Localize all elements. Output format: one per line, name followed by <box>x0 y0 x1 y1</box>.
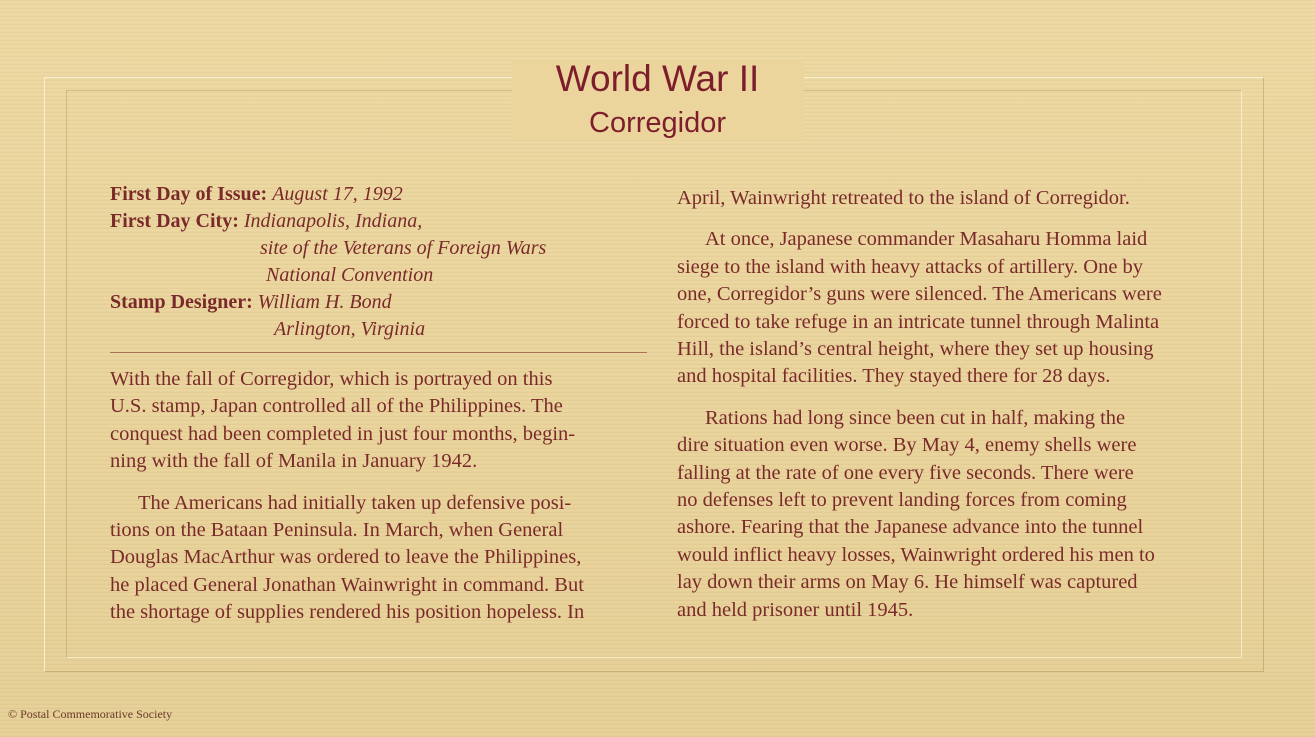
designer-label: Stamp Designer: <box>110 291 253 313</box>
page-title: World War II <box>555 58 760 99</box>
right-column <box>677 185 1217 624</box>
left-paragraph-2 <box>110 490 655 627</box>
right-paragraph-3 <box>677 405 1217 624</box>
page-subtitle: Corregidor <box>589 107 726 139</box>
text-line: and hospital facilities. They stayed there for 28 days. <box>677 365 1111 388</box>
text-line: April, Wainwright retreated to the island of Corregidor. <box>677 187 1130 209</box>
text-line: one, Corregidor’s guns were silenced. The Americans were <box>677 283 1162 306</box>
designer-line-2-row <box>110 316 650 343</box>
city-line-1: Indianapolis, Indiana, <box>243 210 423 232</box>
first-day-city-row <box>110 208 650 235</box>
city-line-2-row <box>110 235 650 262</box>
city-line-3: National Convention <box>266 264 434 286</box>
city-label: First Day City: <box>110 210 239 232</box>
copyright-notice: © Postal Commemorative Society <box>8 707 173 721</box>
left-paragraph-1 <box>110 366 655 476</box>
designer-line-2: Arlington, Virginia <box>274 318 426 340</box>
text-line: falling at the rate of one every five seconds. There were <box>677 461 1134 484</box>
text-line: no defenses left to prevent landing forces from coming <box>677 489 1127 512</box>
text-line: would inflict heavy losses, Wainwright ordered his men to <box>677 543 1155 566</box>
text-line: tions on the Bataan Peninsula. In March, when General <box>110 519 564 542</box>
city-line-3-row <box>110 262 650 289</box>
first-day-value: August 17, 1992 <box>272 183 403 205</box>
right-paragraph-1 <box>677 185 1217 212</box>
left-column <box>110 366 655 627</box>
text-line: lay down their arms on May 6. He himself was captured <box>677 571 1138 594</box>
divider-rule <box>110 352 647 353</box>
first-day-label: First Day of Issue: <box>110 183 268 205</box>
text-line: Hill, the island’s central height, where they set up housing <box>677 338 1154 361</box>
text-line: the shortage of supplies rendered his position hopeless. In <box>110 601 585 624</box>
text-line: siege to the island with heavy attacks of artillery. One by <box>677 255 1144 278</box>
designer-line-1: William H. Bond <box>257 291 392 313</box>
text-line: At once, Japanese commander Masaharu Homma laid <box>705 228 1148 251</box>
first-day-row <box>110 181 650 208</box>
designer-row <box>110 289 650 316</box>
text-line: The Americans had initially taken up defensive posi- <box>138 491 572 514</box>
text-line: ning with the fall of Manila in January 1942. <box>110 450 478 473</box>
text-line: and held prisoner until 1945. <box>677 598 914 621</box>
text-line: U.S. stamp, Japan controlled all of the Philippines. The <box>110 395 563 418</box>
text-line: forced to take refuge in an intricate tunnel through Malinta <box>677 310 1160 333</box>
text-line: dire situation even worse. By May 4, enemy shells were <box>677 434 1137 457</box>
issue-info <box>110 181 650 343</box>
city-line-2: site of the Veterans of Foreign Wars <box>260 237 547 259</box>
right-paragraph-2 <box>677 226 1217 390</box>
text-line: With the fall of Corregidor, which is portrayed on this <box>110 368 553 390</box>
text-line: Douglas MacArthur was ordered to leave the Philippines, <box>110 546 582 569</box>
text-line: conquest had been completed in just four months, begin- <box>110 422 576 445</box>
text-line: ashore. Fearing that the Japanese advance into the tunnel <box>677 516 1144 539</box>
text-line: Rations had long since been cut in half, making the <box>705 406 1126 429</box>
text-line: he placed General Jonathan Wainwright in command. But <box>110 573 584 596</box>
